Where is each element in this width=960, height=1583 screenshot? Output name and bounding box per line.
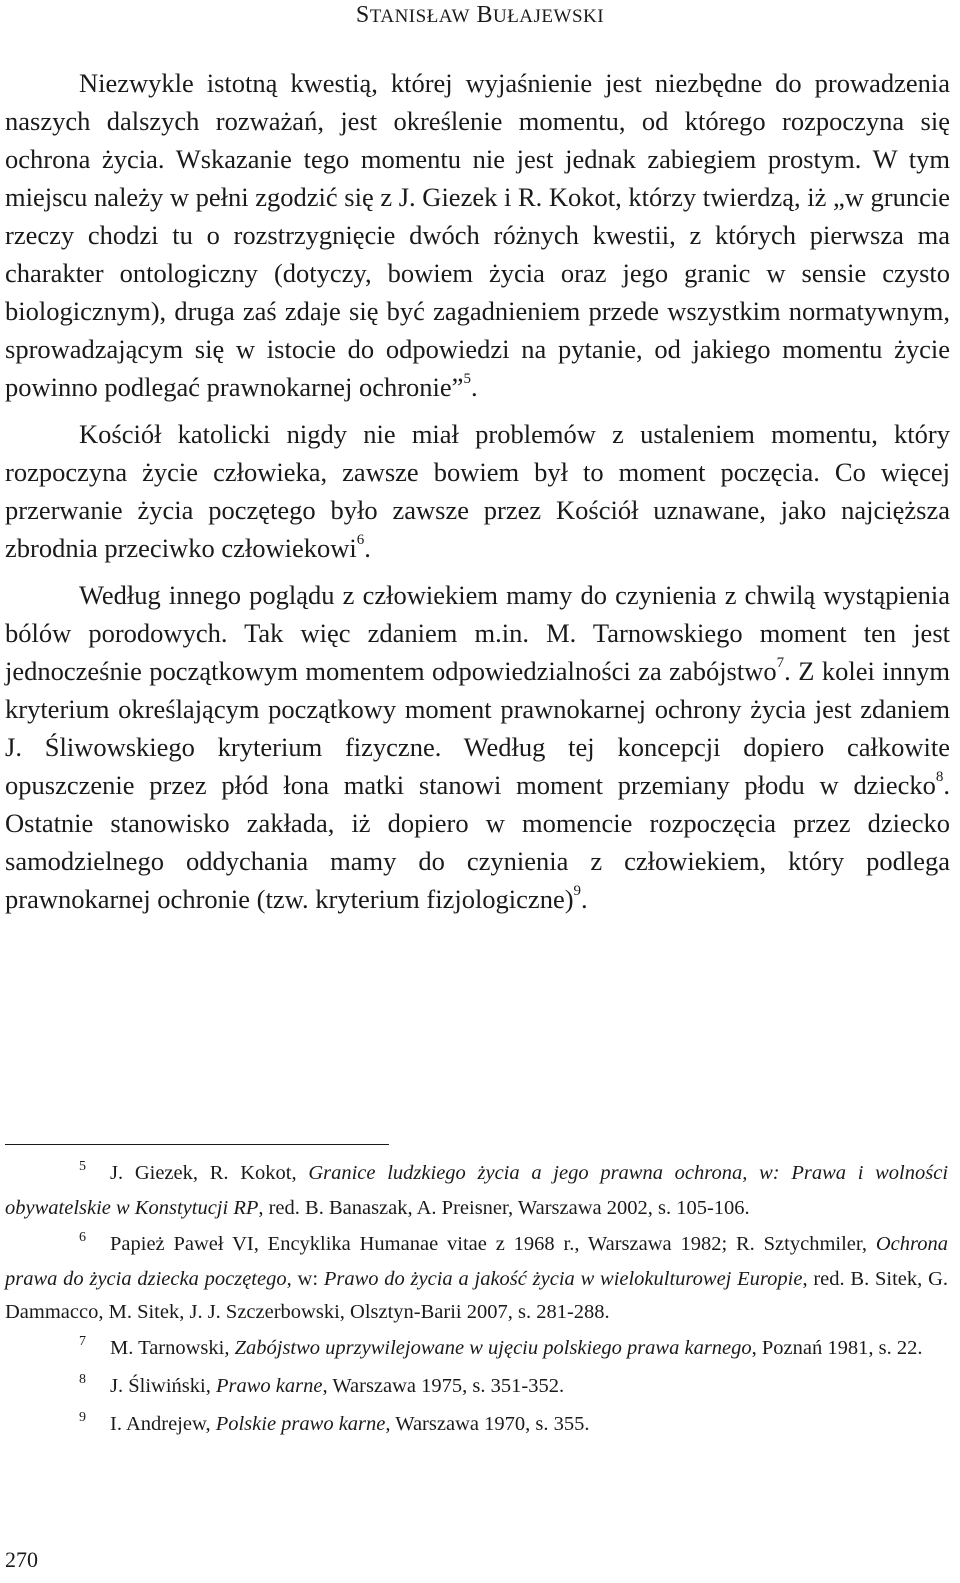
footnote-title: Prawo karne xyxy=(215,1375,323,1397)
paragraph-text: . Z kolei innym kryterium określającym początkowy moment prawnokarnej ochrony życia jest zdaniem J. Śliwowskiego kryterium fizyczne. Według tej koncepcji dopiero całkowite opuszczenie przez płód łona matki stanowi moment przemiany płodu w dziecko xyxy=(5,656,950,800)
header-last-initial: B xyxy=(476,2,493,28)
footnote-ref[interactable]: 5 xyxy=(463,371,471,388)
footnote-separator xyxy=(5,1144,389,1145)
paragraph-text: Kościół katolicki nigdy nie miał problemów z ustaleniem momentu, który rozpoczyna życie człowieka, zawsze bowiem był to moment poczęcia. Co więcej przerwanie życia poczętego było zawsze przez Kościół uznawane, jako najcięższa zbrodnia przeciwko człowiekowi xyxy=(5,419,950,563)
footnote-5 xyxy=(5,1157,948,1225)
footnote-text: , Warszawa 1970, s. 355. xyxy=(385,1413,590,1435)
footnote-text: I. Andrejew, xyxy=(110,1413,216,1435)
footnote-title: Polskie prawo karne xyxy=(215,1413,386,1435)
paragraph-text: Według innego poglądu z człowiekiem mamy do czynienia z chwilą wystąpienia bólów porodowych. Tak więc zdaniem m.in. M. Tarnowskiego moment ten jest jednocześnie początkowym momentem odpowiedzialności za zabójstwo xyxy=(5,580,950,686)
paragraph-1 xyxy=(5,64,950,406)
paragraph-3 xyxy=(5,576,950,918)
header-first-initial: S xyxy=(355,2,370,28)
footnote-text: J. Giezek, R. Kokot, xyxy=(110,1162,309,1184)
page-number: 270 xyxy=(5,1547,38,1572)
paragraph-end: . xyxy=(470,372,478,402)
running-header xyxy=(0,2,960,29)
footnote-8 xyxy=(5,1370,948,1405)
paragraph-end: . xyxy=(581,884,588,914)
paragraph-end: . xyxy=(364,533,371,563)
footnote-text: , Poznań 1981, s. 22. xyxy=(751,1337,923,1359)
footnote-text: , w: xyxy=(286,1268,324,1290)
footnote-ref[interactable]: 6 xyxy=(356,532,365,549)
main-text xyxy=(5,64,950,927)
footnote-text: J. Śliwiński, xyxy=(110,1375,216,1397)
footnote-ref[interactable]: 7 xyxy=(776,655,785,672)
footnote-number: 5 xyxy=(79,1159,86,1174)
footnote-ref[interactable]: 8 xyxy=(935,769,944,786)
footnote-text xyxy=(747,1162,759,1184)
footnote-title: Granice ludzkiego życia a jego prawna ochrona, xyxy=(308,1162,748,1184)
footnotes xyxy=(5,1157,948,1446)
header-first-rest: TANISŁAW xyxy=(369,6,470,27)
footnote-9 xyxy=(5,1408,948,1443)
footnote-title: w: Prawa i wolności obywatelskie w Konstytucji RP xyxy=(5,1162,949,1219)
footnote-text: Papież Paweł VI, Encyklika Humanae vitae z 1968 r., Warszawa 1982; R. Sztychmiler, xyxy=(110,1233,876,1255)
footnote-text: , Warszawa 1975, s. 351-352. xyxy=(322,1375,565,1397)
footnote-text: M. Tarnowski, xyxy=(110,1337,235,1359)
footnote-text: , red. B. Sitek, G. Dammacco, M. Sitek, J. J. Szczerbowski, Olsztyn-Barii 2007, s. 281-288. xyxy=(5,1268,948,1323)
footnote-6 xyxy=(5,1228,948,1329)
footnote-text: , red. B. Banaszak, A. Preisner, Warszawa 2002, s. 105-106. xyxy=(258,1197,750,1219)
paragraph-2 xyxy=(5,415,950,567)
footnote-number: 9 xyxy=(79,1410,86,1425)
footnote-number: 7 xyxy=(79,1334,86,1349)
footnote-title: Zabójstwo uprzywilejowane w ujęciu polskiego prawa karnego xyxy=(234,1337,752,1359)
paragraph-text: Niezwykle istotną kwestią, której wyjaśnienie jest niezbędne do prowadzenia naszych dalszych rozważań, jest określenie momentu, od którego rozpoczyna się ochrona życia. Wskazanie tego momentu nie jest jednak zabiegiem prostym. W tym miejscu należy w pełni zgodzić się z J. Giezek i R. Kokot, którzy twierdzą, iż „w gruncie rzeczy chodzi tu o rozstrzygnięcie dwóch różnych kwestii, z których pierwsza ma charakter ontologiczny (dotyczy, bowiem życia oraz jego granic w sensie czysto biologicznym), druga zaś zdaje się być zagadnieniem przede wszystkim normatywnym, sprowadzającym się w istocie do odpowiedzi na pytanie, od jakiego momentu życie powinno podlegać prawnokarnej ochronie” xyxy=(5,68,950,402)
footnote-ref[interactable]: 9 xyxy=(573,883,582,900)
footnote-title: Ochrona prawa do życia dziecka poczętego xyxy=(5,1233,948,1290)
paragraph-text: . Ostatnie stanowisko zakłada, iż dopiero w momencie rozpoczęcia przez dziecko samodzielnego oddychania mamy do czynienia z człowiekiem, który podlega prawnokarnej ochronie (tzw. kryterium fizjologiczne) xyxy=(5,770,950,914)
footnote-title: Prawo do życia a jakość życia w wielokulturowej Europie xyxy=(323,1268,803,1290)
footnote-7 xyxy=(5,1332,948,1367)
header-last-rest: UŁAJEWSKI xyxy=(492,6,605,27)
footnote-number: 6 xyxy=(79,1230,86,1245)
footnote-number: 8 xyxy=(79,1372,86,1387)
